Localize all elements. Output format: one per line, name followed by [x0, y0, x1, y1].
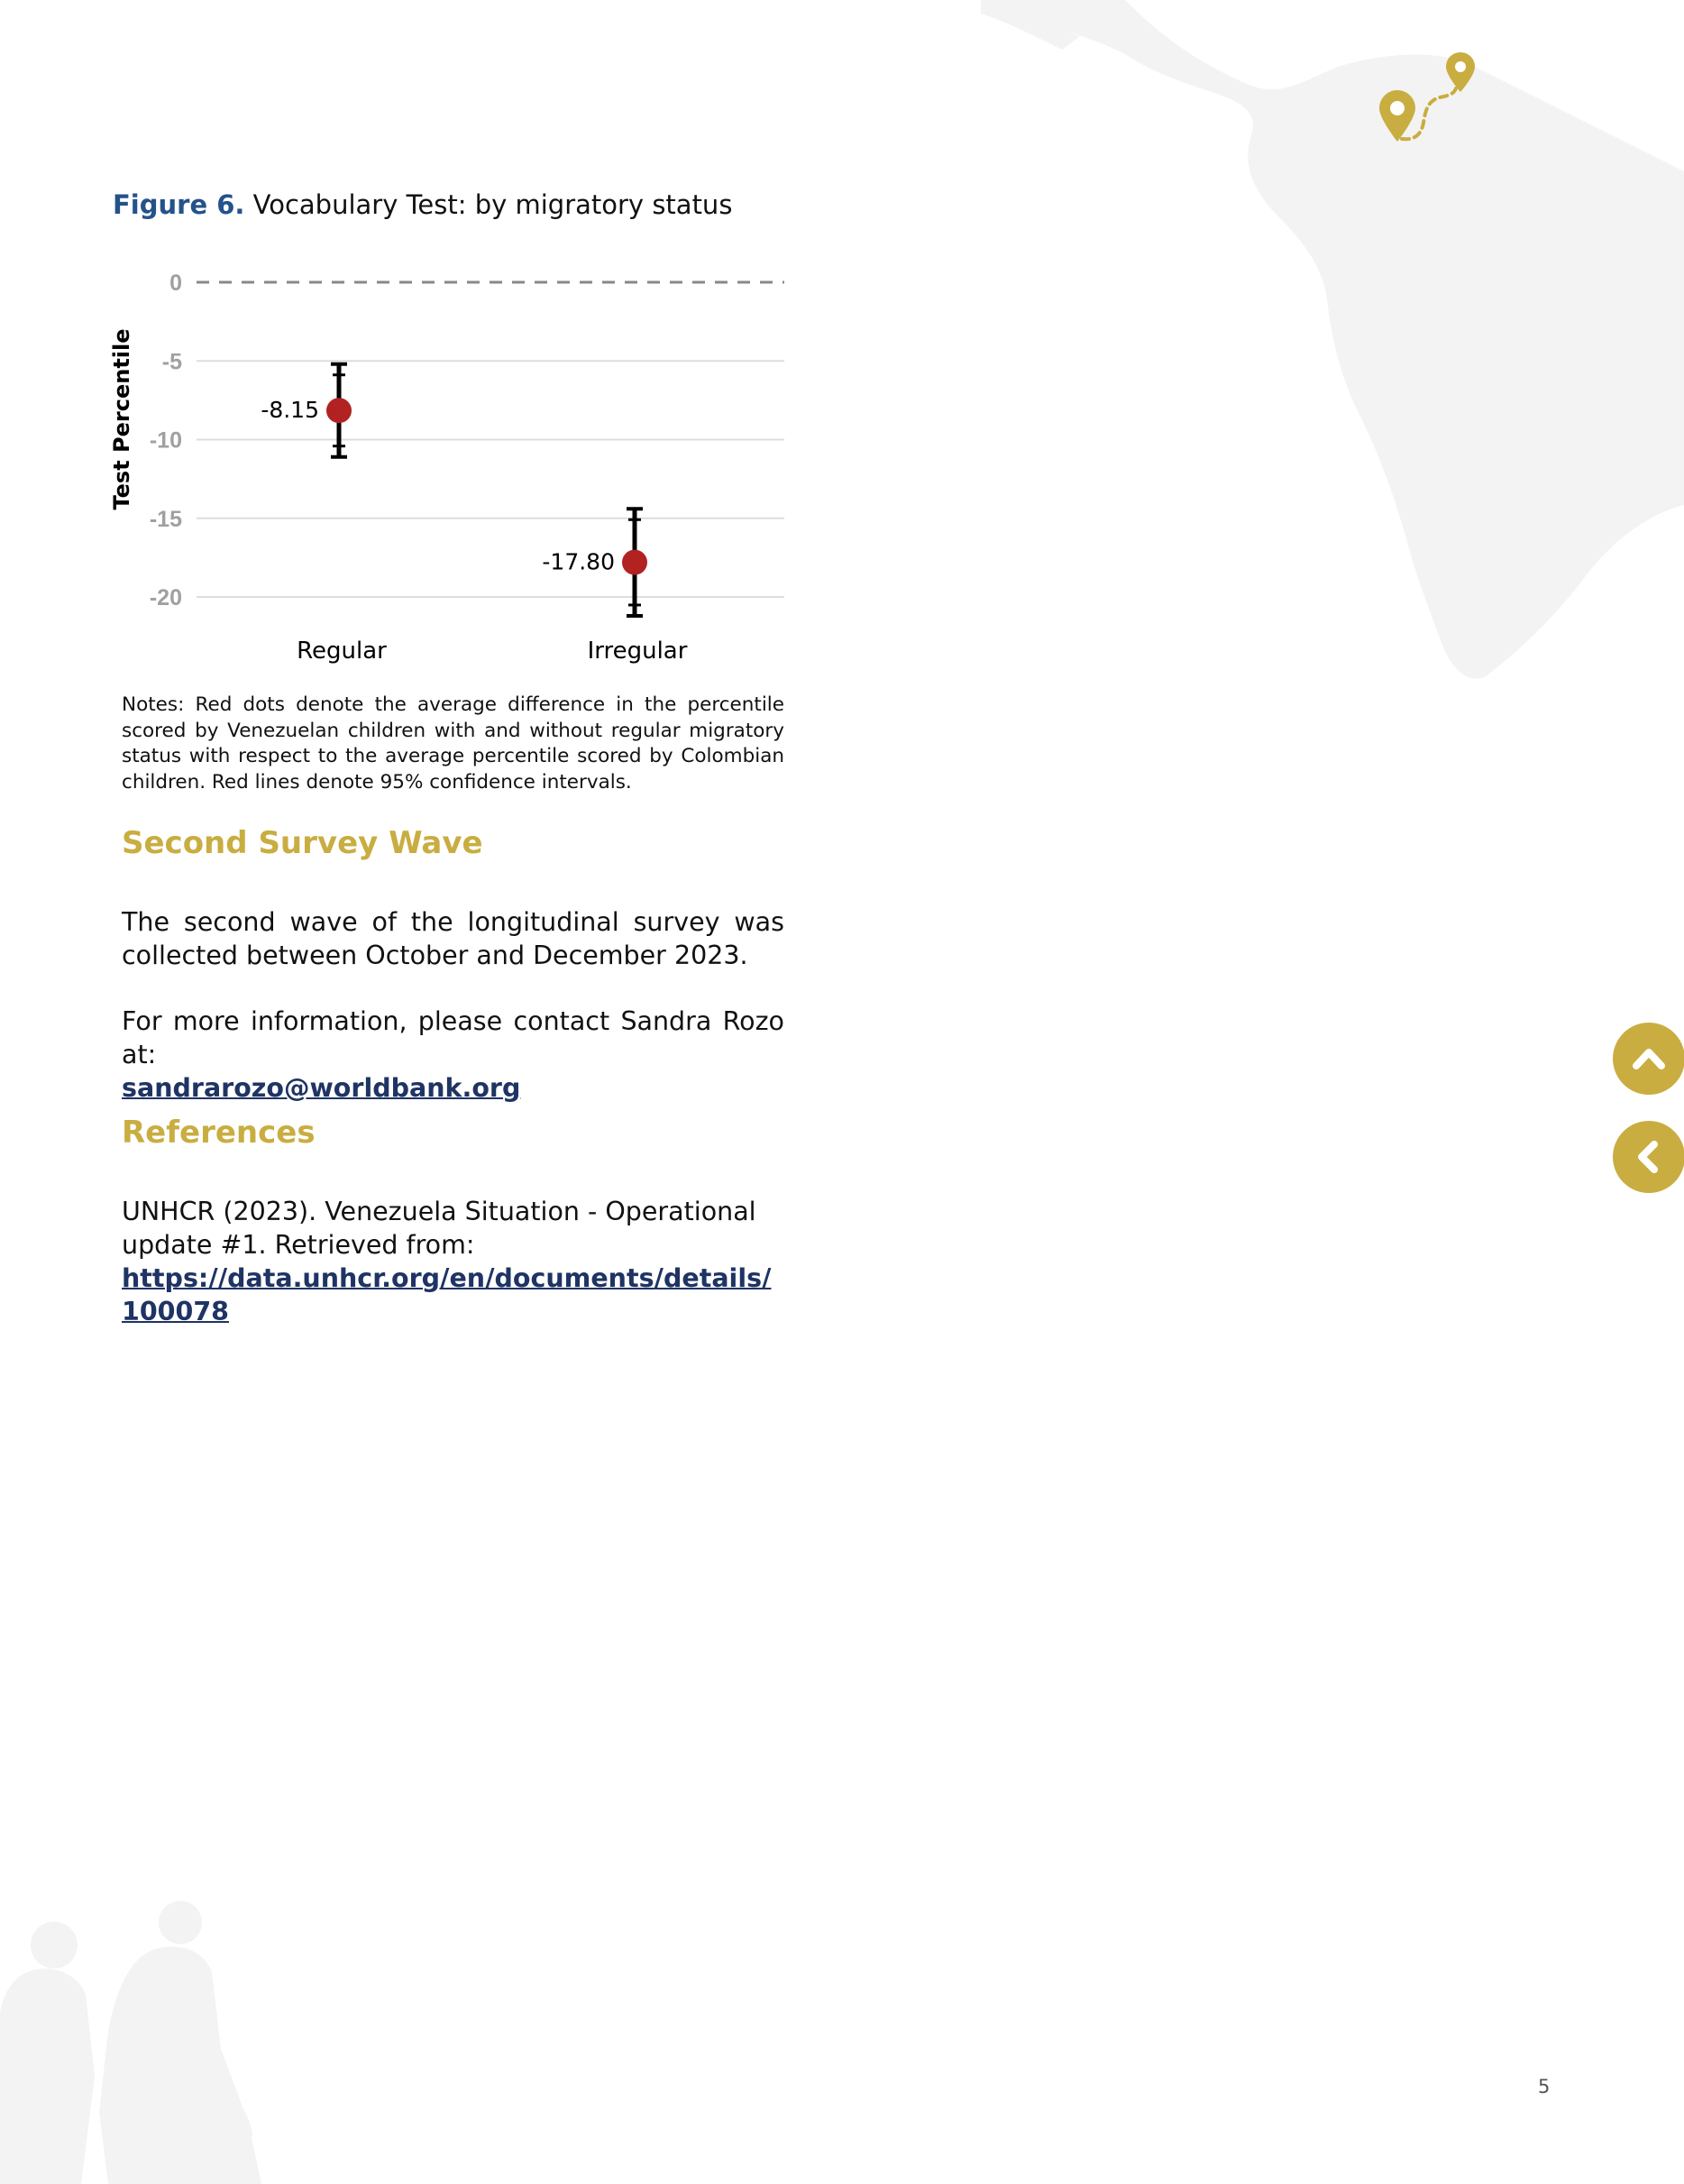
data-label: -8.15	[261, 397, 319, 424]
x-category-label: Irregular	[587, 638, 688, 665]
section-heading-survey-wave: Second Survey Wave	[122, 825, 483, 861]
reference-entry	[122, 1195, 784, 1328]
y-tick-label: 0	[169, 271, 182, 296]
figure-title	[113, 189, 732, 220]
reference-citation: UNHCR (2023). Venezuela Situation - Operational update #1. Retrieved from:	[122, 1197, 756, 1260]
contact-email-link[interactable]: sandrarozo@worldbank.org	[122, 1073, 521, 1103]
y-tick-label: -5	[161, 349, 182, 375]
figure-label: Figure 6.	[113, 189, 245, 220]
contact-text: For more information, please contact Sandra Rozo at:	[122, 1006, 784, 1069]
figure-notes: Notes: Red dots denote the average difference in the percentile scored by Venezuelan children with and without regular migratory status with respect to the average percentile scored by Colombian children. Red lines denote 95% confidence intervals.	[122, 693, 784, 794]
x-category-label: Regular	[297, 638, 387, 665]
scroll-top-button[interactable]	[1613, 1023, 1684, 1095]
data-point-group	[542, 509, 647, 616]
figure-caption: Vocabulary Test: by migratory status	[252, 189, 733, 220]
contact-paragraph	[122, 1005, 784, 1105]
data-point	[326, 398, 352, 423]
survey-wave-paragraph: The second wave of the longitudinal survey was collected between October and December 2023.	[122, 907, 784, 970]
chevron-up-icon	[1629, 1039, 1669, 1078]
map-silhouette	[981, 0, 1684, 685]
y-tick-label: -20	[149, 585, 182, 610]
section-heading-references: References	[122, 1115, 316, 1151]
y-tick-label: -15	[149, 506, 182, 532]
vocabulary-test-chart	[99, 252, 802, 676]
page-number: 5	[1538, 2076, 1551, 2097]
migrants-silhouette	[0, 1895, 261, 2184]
map-pins-icon	[1375, 45, 1483, 153]
data-point-group	[261, 364, 352, 457]
chevron-left-icon	[1629, 1137, 1669, 1177]
data-label: -17.80	[542, 548, 615, 575]
back-button[interactable]	[1613, 1121, 1684, 1193]
y-axis-label: Test Percentile	[109, 328, 134, 510]
reference-url-link[interactable]: https://data.unhcr.org/en/documents/details/100078	[122, 1263, 772, 1326]
y-tick-label: -10	[149, 427, 182, 454]
data-point	[622, 550, 647, 575]
